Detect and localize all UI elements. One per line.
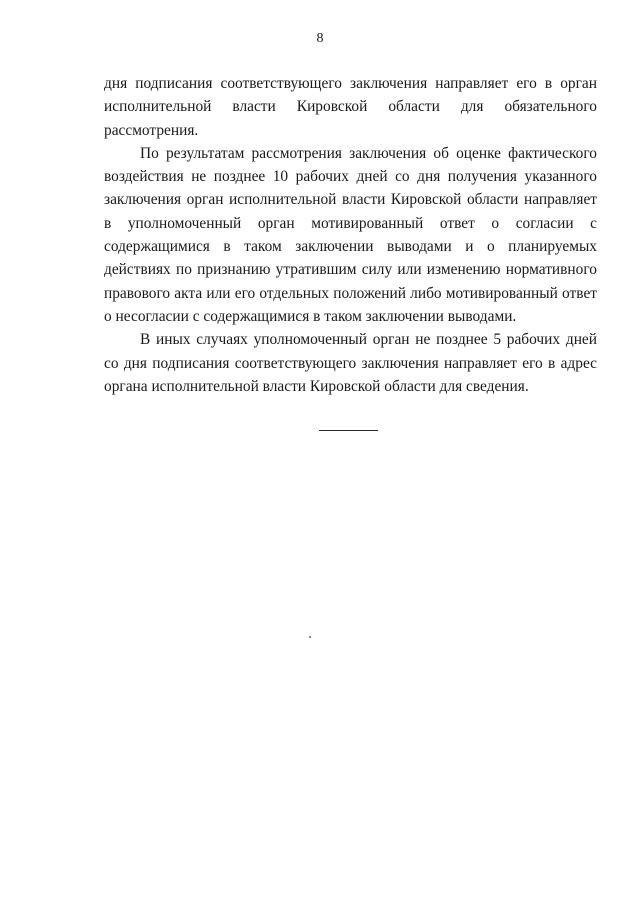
document-body: [104, 72, 597, 398]
scan-speck: [309, 636, 311, 638]
paragraph-response-to-conclusion: По результатам рассмотрения заключения об оценке фактического воздействия не позднее 10 рабочих дней со дня получения указанного заключения орган исполнительной власти Кировской области направляет в уполномоченный орган мотивированный ответ о согласии с содержащимися в таком заключении выводами и о планируемых действиях по признанию утратившим силу или изменению нормативного правового акта или его отдельных положений либо мотивированный ответ о несогласии с содержащимися в таком заключении выводами.: [104, 144, 597, 325]
end-of-text-separator: [319, 430, 378, 431]
paragraph-continuation: дня подписания соответствующего заключения направляет его в орган исполнительной власти Кировской области для обязательного рассмотрения.: [104, 75, 597, 139]
page-number: 8: [316, 31, 324, 46]
paragraph-other-cases: В иных случаях уполномоченный орган не позднее 5 рабочих дней со дня подписания соответствующего заключения направляет его в адрес органа исполнительной власти Кировской области для сведения.: [104, 331, 597, 395]
